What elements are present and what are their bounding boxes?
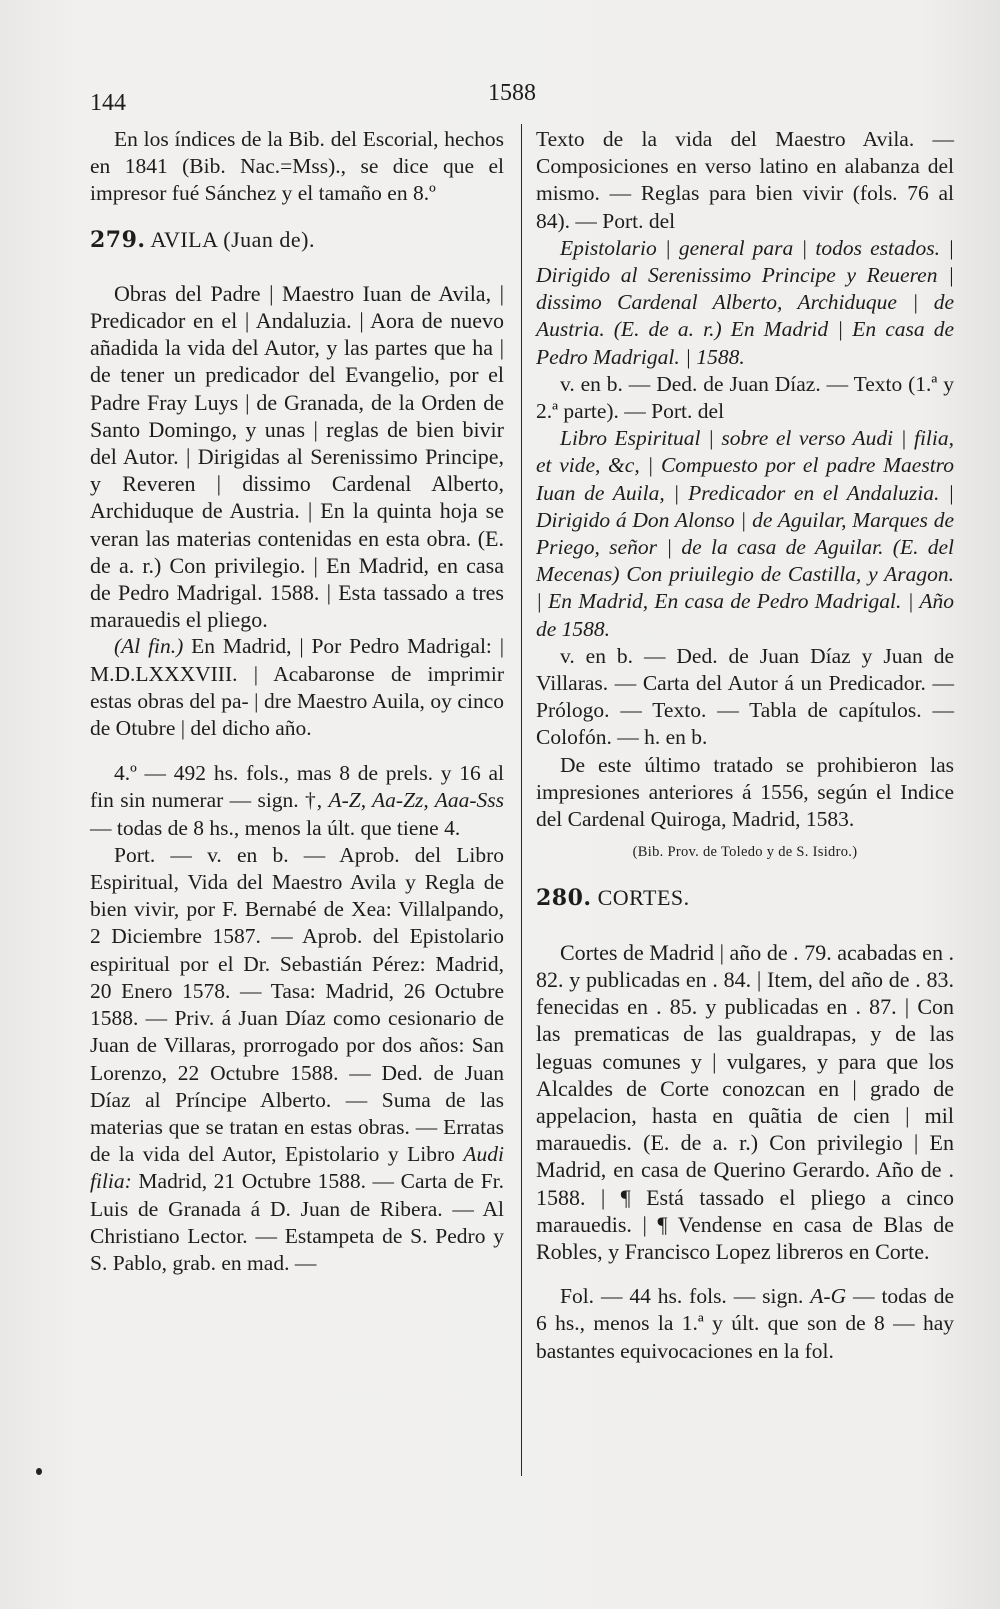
collation-text-a: 4.º — 492 hs. fols., mas 8 de prels. y 16 al fin sin numerar — sign. †, <box>90 761 504 813</box>
entry-279-colophon <box>90 633 504 742</box>
al-fin-text: En Madrid, | Por Pedro Madrigal: | M.D.LXXXVIII. | Acabaronse de imprimir estas obras del pa- | dre Maestro Auila, oy cinco de Otubre | del dicho año. <box>90 634 505 741</box>
entry-280-heading <box>536 884 954 912</box>
spacer <box>536 1265 954 1283</box>
running-year: 1588 <box>488 80 536 106</box>
libro-espiritual-title: Libro Espiritual | sobre el verso Audi | filia, et vide, &c, | Compuesto por el padre Maestro Iuan de Auila, | Predicador en el Andaluzia. | Dirigido á Don Alonso | de Aguilar, Marques de Priego, señor | de la casa de Aguilar. (E. del Mecenas) Con priuilegio de Castilla, y Aragon. | En Madrid, En casa de Pedro Madrigal. | Año de 1588. <box>536 426 954 641</box>
entry-279-contents <box>90 842 504 1277</box>
entry-279-title: Obras del Padre | Maestro Iuan de Avila, | Predicador en el | Andaluzia. | Aora de nuevo añadida la vida del Autor, y las partes que ha | de tener un predicador del Evangelio, por el Padre Fray Luys | de Granada, de la Orden de Santo Domingo, y unas | reglas de bien bivir del Autor. | Dirigidas al Serenissimo Principe, y Reveren | dissimo Cardenal Alberto, Archiduque de Austria. | En la quinta hoja se veran las materias contenidas en esta obra. (E. de a. r.) Con privilegio. | En Madrid, en casa de Pedro Madrigal. 1588. | Esta tassado a tres marauedis el pliego. <box>90 280 504 633</box>
continued-text-c: v. en b. — Ded. de Juan Díaz y Juan de Villaras. — Carta del Autor á un Predicador. — Prólogo. — Texto. — Tabla de capítulos. — Colofón. — h. en b. <box>536 643 954 750</box>
al-fin-label: (Al fin.) <box>114 634 184 659</box>
spacer <box>90 742 504 760</box>
entry-280-title: Cortes de Madrid | año de . 79. acabadas en . 82. y publicadas en . 84. | Item, del año de . 83. fenecidas en . 85. y publicadas en . 87. | Con las prematicas de las gualdrapas, y de las leguas comunes y | vulgares, y para que los Alcaldes de Corte conozcan en | grado de appelacion, hasta en quãtia de cien | mil marauedis. (E. de a. r.) Con privilegio | En Madrid, en casa de Querino Gerardo. Año de . 1588. | ¶ Está tassado el pliego a cinco marauedis. | ¶ Vendense en casa de Blas de Robles, y Francisco Lopez libreros en Corte. <box>536 939 954 1264</box>
entry-279-collation <box>90 760 504 842</box>
collation-text-a: Fol. — 44 hs. fols. — sign. <box>560 1284 804 1309</box>
collation-signatures: A-G <box>810 1284 847 1309</box>
page-number: 144 <box>90 90 126 116</box>
collation-text-b: — todas de 8 hs., menos la últ. que tiene 4. <box>90 815 461 840</box>
entry-author: CORTES. <box>597 885 690 911</box>
continued-text-b: v. en b. — Ded. de Juan Díaz. — Texto (1.ª y 2.ª parte). — Port. del <box>536 371 954 424</box>
continued-text-a: Texto de la vida del Maestro Avila. — Composiciones en verso latino en alabanza del mismo. — Reglas para bien vivir (fols. 76 al 84). — Port. del <box>536 127 954 233</box>
entry-number: 279. <box>90 226 146 253</box>
audi-filia-title: Audi filia: <box>90 1142 504 1194</box>
intro-paragraph: En los índices de la Bib. del Escorial, hechos en 1841 (Bib. Nac.=Mss)., se dice que el impresor fué Sánchez y el tamaño en 8.º <box>90 127 504 206</box>
ink-spot <box>36 1468 42 1475</box>
contents-text-b: Madrid, 21 Octubre 1588. — Carta de Fr. Luis de Granada á D. Juan de Ribera. — Al Christiano Lector. — Estampeta de S. Pedro y S. Pablo, grab. en mad. — <box>90 1169 504 1275</box>
entry-279-heading <box>90 226 504 254</box>
entry-number: 280. <box>536 885 592 912</box>
entry-author: AVILA (Juan de). <box>150 226 316 252</box>
epistolario-title: Epistolario | general para | todos estados. | Dirigido al Serenissimo Principe y Reueren | dissimo Cardenal Alberto, Archiduque | de Austria. (E. de a. r.) En Madrid | En casa de Pedro Madrigal. | 1588. <box>536 235 954 369</box>
collation-text-b: — todas de 6 hs., menos la 1.ª y últ. que son de 8 — hay bastantes equivocaciones en la fol. <box>536 1284 955 1363</box>
continued-text-d: De este último tratado se prohibieron las impresiones anteriores á 1556, según el Indice del Cardenal Quiroga, Madrid, 1583. <box>536 752 954 832</box>
entry-280-collation <box>536 1283 954 1365</box>
collation-signatures: A-Z, Aa-Zz, Aaa-Sss <box>328 788 504 813</box>
column-divider <box>521 124 522 1476</box>
contents-text-a: Port. — v. en b. — Aprob. del Libro Espiritual, Vida del Maestro Avila y Regla de bien vivir, por F. Bernabé de Xea: Villalpando, 2 Diciembre 1587. — Aprob. del Epistolario espiritual por el Dr. Sebastián Pérez: Madrid, 20 Enero 1578. — Tasa: Madrid, 26 Octubre 1588. — Priv. á Juan Díaz como cesionario de Juan de Villaras, prorrogado por dos años: San Lorenzo, 22 Octubre 1588. — Ded. de Juan Díaz al Príncipe Alberto. — Suma de las materias que se tratan en estas obras. — Erratas de la vida del Autor, Epistolario y Libro <box>90 842 504 1167</box>
library-citation: (Bib. Prov. de Toledo y de S. Isidro.) <box>632 844 858 861</box>
left-column <box>90 126 504 1277</box>
right-column <box>536 126 954 1365</box>
page-header <box>0 80 1000 120</box>
